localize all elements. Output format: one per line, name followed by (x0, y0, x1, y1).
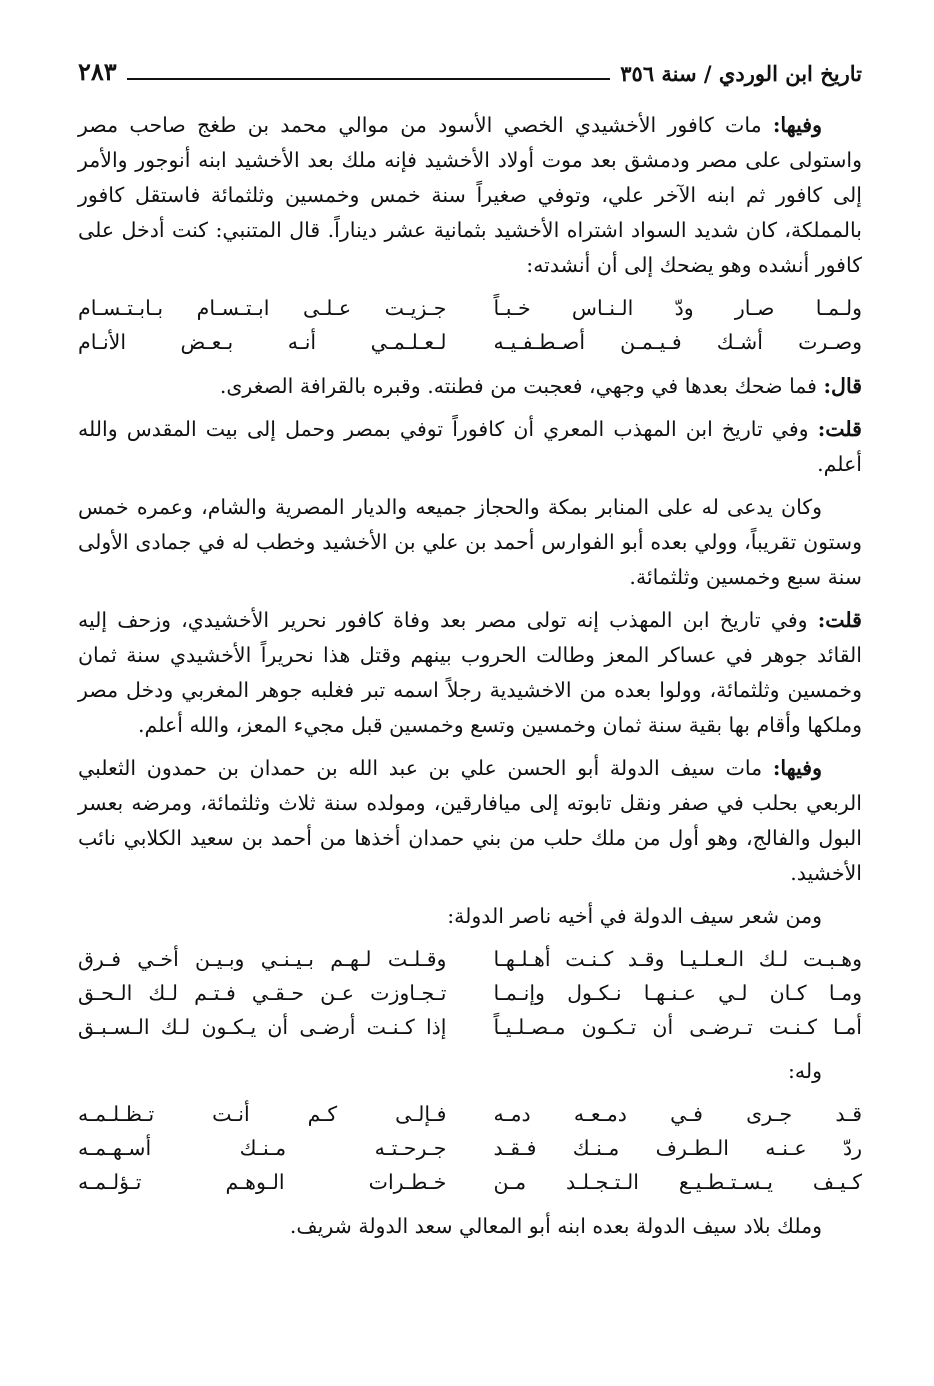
verse-line (78, 942, 862, 976)
paragraph-label: قال: (823, 374, 862, 398)
paragraph-sayf-death (78, 751, 862, 891)
verse-intro-nasir: ومن شعر سيف الدولة في أخيه ناصر الدولة: (447, 904, 822, 928)
page-number: ٢٨٣ (78, 57, 117, 86)
verse-first-hemistich: ولـمـا صـار ودّ الـنـاس خـبـاً (493, 296, 862, 320)
verse-intro-lahu: وله: (787, 1059, 822, 1083)
verse-first-hemistich: وصـرت أشـك فـيـمـن أصـطـفـيـه (493, 330, 862, 354)
verse-first-hemistich: ردّ عـنـه الـطـرف مـنـك فـقـد (493, 1136, 862, 1160)
verse-second-hemistich: إذا كـنـت أرضـى أن يـكـون لـك الـسـبـق (78, 1015, 447, 1039)
verse-first-hemistich: وهـبـت لـك الـعـلـيـا وقـد كـنـت أهـلـهـا (493, 947, 862, 971)
paragraph-qultu-2 (78, 603, 862, 743)
paragraph-minbar (78, 490, 862, 595)
paragraph-text: وفي تاريخ ابن المهذب المعري أن كافوراً توفي بمصر وحمل إلى بيت المقدس والله أعلم. (78, 417, 862, 476)
verse-line (78, 1010, 862, 1044)
verse-second-hemistich: تـجـاوزت عـن حـقـي فـتـم لـك الـحـق (78, 981, 447, 1005)
verse-second-hemistich: جـزيـت عـلـى ابـتـسـام بـابـتـسـام (78, 296, 447, 320)
verse-block-sayf-1 (78, 942, 862, 1044)
paragraph-text: فما ضحك بعدها في وجهي، فعجبت من فطنته. وقبره بالقرافة الصغرى. (219, 374, 824, 398)
paragraph-text: مات سيف الدولة أبو الحسن علي بن عبد الله بن حمدان بن حمدون الثعلبي الربعي بحلب في صفر ونقل تابوته إلى ميافارقين، ومولده سنة ثلاث وثلثمائة، ومرضه بعسر البول والفالج، وهو أول من ملك حلب من بني حمدان أخذها من أحمد بن سعيد الكلابي نائب الأخشيد. (78, 756, 862, 885)
verse-second-hemistich: جـرحـتـه مـنـك أسـهـمـه (78, 1136, 447, 1160)
verse-second-hemistich: وقـلـت لـهـم بـيـنـي وبـيـن أخـي فـرق (78, 947, 447, 971)
paragraph-qala (78, 369, 862, 404)
verse-line (78, 976, 862, 1010)
verse-first-hemistich: ومـا كـان لـي عـنـهـا نـكـول وإنـمـا (493, 981, 862, 1005)
paragraph-label: وفيها: (772, 113, 822, 137)
verse-line (78, 1165, 862, 1199)
verse-first-hemistich: كـيـف يـسـتـطـيـع الـتـجـلـد مـن (493, 1170, 862, 1194)
verse-second-hemistich: لـعـلـمـي أنـه بـعـض الأنـام (78, 330, 447, 354)
verse-first-hemistich: قـد جـرى فـي دمـعـه دمـه (493, 1102, 862, 1126)
verse-line (78, 1131, 862, 1165)
page-header (78, 52, 862, 86)
verse-block-sayf-2 (78, 1097, 862, 1199)
paragraph-text: مات كافور الأخشيدي الخصي الأسود من موالي محمد بن طغج صاحب مصر واستولى على مصر ودمشق بعد موت أولاد الأخشيد فإنه ملك بعد الأخشيد ابنه أنوجور والأمر إلى كافور ثم ابنه الآخر علي، وتوفي صغيراً سنة خمس وخمسين وثلثمائة فاستقل كافور بالمملكة، كان شديد السواد اشتراه الأخشيد بثمانية عشر ديناراً. قال المتنبي: كنت أدخل على كافور أنشده وهو يضحك إلى أن أنشدته: (78, 113, 862, 277)
paragraph-qultu-1 (78, 412, 862, 482)
paragraph-text: وفي تاريخ ابن المهذب إنه تولى مصر بعد وفاة كافور نحرير الأخشيدي، وزحف إليه القائد جوهر في عساكر المعز وطالت الحروب بينهم وقتل هذا نحريراً الأخشيدي سنة ثمان وخمسين وثلثمائة، وولوا بعده من الاخشيدية رجلاً اسمه تبر فغلبه جوهر المغربي ودخل مصر وملكها وأقام بها بقية سنة ثمان وخمسين وتسع وخمسين قبل مجيء المعز، والله أعلم. (78, 608, 862, 737)
paragraph-kafur-death (78, 108, 862, 283)
closing-paragraph: وملك بلاد سيف الدولة بعده ابنه أبو المعالي سعد الدولة شريف. (289, 1214, 822, 1238)
paragraph-text: وكان يدعى له على المنابر بمكة والحجاز جميعه والديار المصرية والشام، وعمره خمس وستون تقريباً، وولي بعده أبو الفوارس أحمد بن علي بن الأخشيد وخطب له في جمادى الأولى سنة سبع وخمسين وثلثمائة. (78, 495, 862, 589)
paragraph-label: قلت: (817, 608, 862, 632)
running-head: تاريخ ابن الوردي / سنة ٣٥٦ (620, 61, 862, 86)
paragraph-label: قلت: (817, 417, 862, 441)
verse-second-hemistich: خـطـرات الـوهـم تـؤلـمـه (78, 1170, 447, 1194)
verse-first-hemistich: أمـا كـنـت تـرضـى أن تـكـون مـصـلـيـاً (493, 1015, 862, 1039)
verse-block-mutanabbi (78, 291, 862, 359)
verse-line (78, 325, 862, 359)
header-rule (127, 78, 611, 80)
paragraph-label: وفيها: (772, 756, 822, 780)
verse-line (78, 291, 862, 325)
verse-second-hemistich: فـإلـى كـم أنـت تـظـلـمـه (78, 1102, 447, 1126)
verse-line (78, 1097, 862, 1131)
